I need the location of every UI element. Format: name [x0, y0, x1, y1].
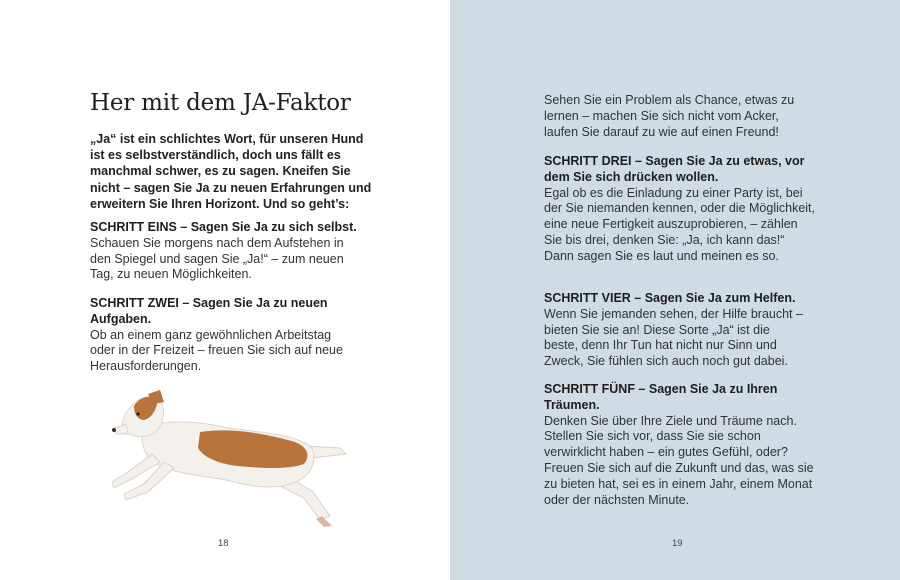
step-four [544, 291, 806, 370]
step-two [90, 296, 350, 375]
intro-paragraph: „Ja“ ist ein schlichtes Wort, für unseren Hund ist es selbstverständlich, doch uns fällt es manchmal schwer, es zu sagen. Kneifen Sie nicht – sagen Sie Ja zu neuen Erfahrungen und erweitern Sie Ihren Horizont. Und so geht’s: [90, 132, 372, 211]
step-four-body: Wenn Sie jemanden sehen, der Hilfe braucht – bieten Sie sie an! Diese Sorte „Ja“ ist die beste, denn Ihr Tun hat nicht nur Sinn und Zweck, Sie fühlen sich auch noch gut dabei. [544, 306, 803, 369]
right-page [450, 0, 900, 580]
dog-shape [112, 390, 346, 527]
continuation-paragraph [544, 93, 816, 140]
page-number-right: 19 [672, 538, 683, 549]
step-one-heading: SCHRITT EINS – Sagen Sie Ja zu sich selbst. [90, 220, 357, 234]
step-three [544, 154, 816, 265]
step-three-heading: SCHRITT DREI – Sagen Sie Ja zu etwas, vor dem Sie sich drücken wollen. [544, 154, 805, 184]
step-one [90, 220, 365, 283]
step-five-heading: SCHRITT FÜNF – Sagen Sie Ja zu Ihren Träumen. [544, 382, 778, 412]
page-number-left: 18 [218, 538, 229, 549]
step-two-body: Ob an einem ganz gewöhnlichen Arbeitstag oder in der Freizeit – freuen Sie sich auf neue Herausforderungen. [90, 327, 343, 374]
page-title: Her mit dem JA-Faktor [90, 90, 351, 116]
step-three-body: Egal ob es die Einladung zu einer Party ist, bei der Sie niemanden kennen, oder die Möglichkeit, eine neue Fertigkeit auszuprobieren, – zählen Sie bis drei, denken Sie: „Ja, ich kann das!“ Dann sagen Sie es laut und meinen es so. [544, 185, 816, 263]
running-dog-illustration [108, 388, 348, 528]
step-four-heading: SCHRITT VIER – Sagen Sie Ja zum Helfen. [544, 291, 796, 305]
step-five-body: Denken Sie über Ihre Ziele und Träume nach. Stellen Sie sich vor, dass Sie sie schon verwirklicht haben – ein gutes Gefühl, oder? Freuen Sie sich auf die Zukunft und das, was sie zu bieten hat, sei es in einem Jahr, einem Monat oder der nächsten Minute. [544, 413, 814, 507]
step-one-body: Schauen Sie morgens nach dem Aufstehen in den Spiegel und sagen Sie „Ja!“ – zum neuen Tag, zu neuen Möglichkeiten. [90, 235, 344, 282]
step-five [544, 382, 816, 508]
step-two-heading: SCHRITT ZWEI – Sagen Sie Ja zu neuen Aufgaben. [90, 296, 328, 326]
continuation-text: Sehen Sie ein Problem als Chance, etwas zu lernen – machen Sie sich nicht vom Acker, laufen Sie darauf zu wie auf einen Freund! [544, 93, 795, 139]
